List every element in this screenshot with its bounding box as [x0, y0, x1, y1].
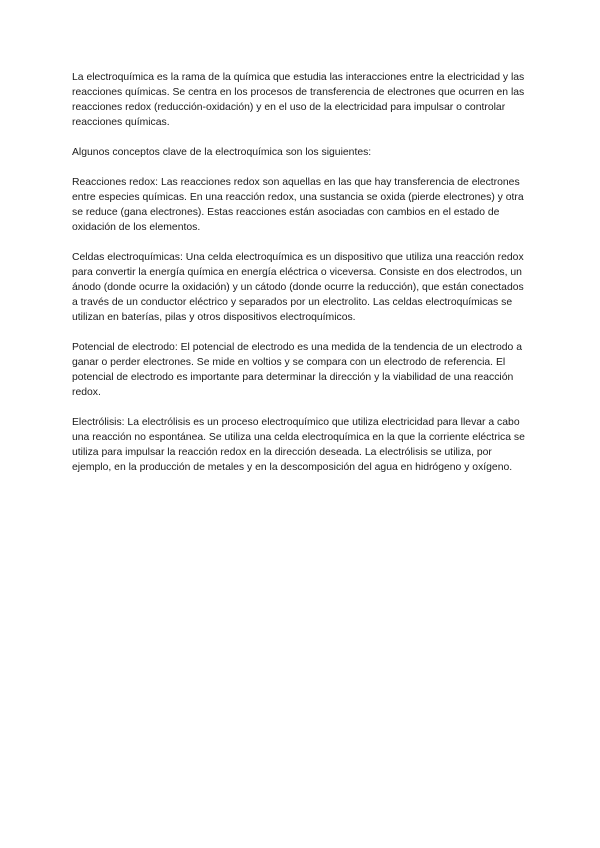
electrochemical-cells-paragraph: Celdas electroquímicas: Una celda electroquímica es un dispositivo que utiliza una reacción redox para convertir la energía química en energía eléctrica o viceversa. Consiste en dos electrodos, un ánodo (donde ocurre la oxidación) y un cátodo (donde ocurre la reducción), que están conectados a través de un conductor eléctrico y separados por un electrolito. Las celdas electroquímicas se utilizan en baterías, pilas y otros dispositivos electroquímicos. — [72, 252, 524, 323]
electrode-potential-paragraph: Potencial de electrodo: El potencial de electrodo es una medida de la tendencia de un electrodo a ganar o perder electrones. Se mide en voltios y se compara con un electrodo de referencia. El potencial de electrodo es importante para determinar la dirección y la viabilidad de una reacción redox. — [72, 342, 522, 398]
intro-paragraph: La electroquímica es la rama de la química que estudia las interacciones entre la electricidad y las reacciones químicas. Se centra en los procesos de transferencia de electrones que ocurren en las reacciones redox (reducción-oxidación) y en el uso de la electricidad para impulsar o controlar reacciones químicas. — [72, 72, 525, 128]
redox-reactions-paragraph: Reacciones redox: Las reacciones redox son aquellas en las que hay transferencia de electrones entre especies químicas. En una reacción redox, una sustancia se oxida (pierde electrones) y otra se reduce (gana electrones). Estas reacciones están asociadas con cambios en el estado de oxidación de los elementos. — [72, 177, 524, 233]
key-concepts-intro: Algunos conceptos clave de la electroquímica son los siguientes: — [72, 147, 372, 158]
electrolysis-paragraph: Electrólisis: La electrólisis es un proceso electroquímico que utiliza electricidad para llevar a cabo una reacción no espontánea. Se utiliza una celda electroquímica en la que la corriente eléctrica se utiliza para impulsar la reacción redox en la dirección deseada. La electrólisis se utiliza, por ejemplo, en la producción de metales y en la descomposición del agua en hidrógeno y oxígeno. — [72, 417, 525, 473]
document-body — [72, 70, 530, 490]
